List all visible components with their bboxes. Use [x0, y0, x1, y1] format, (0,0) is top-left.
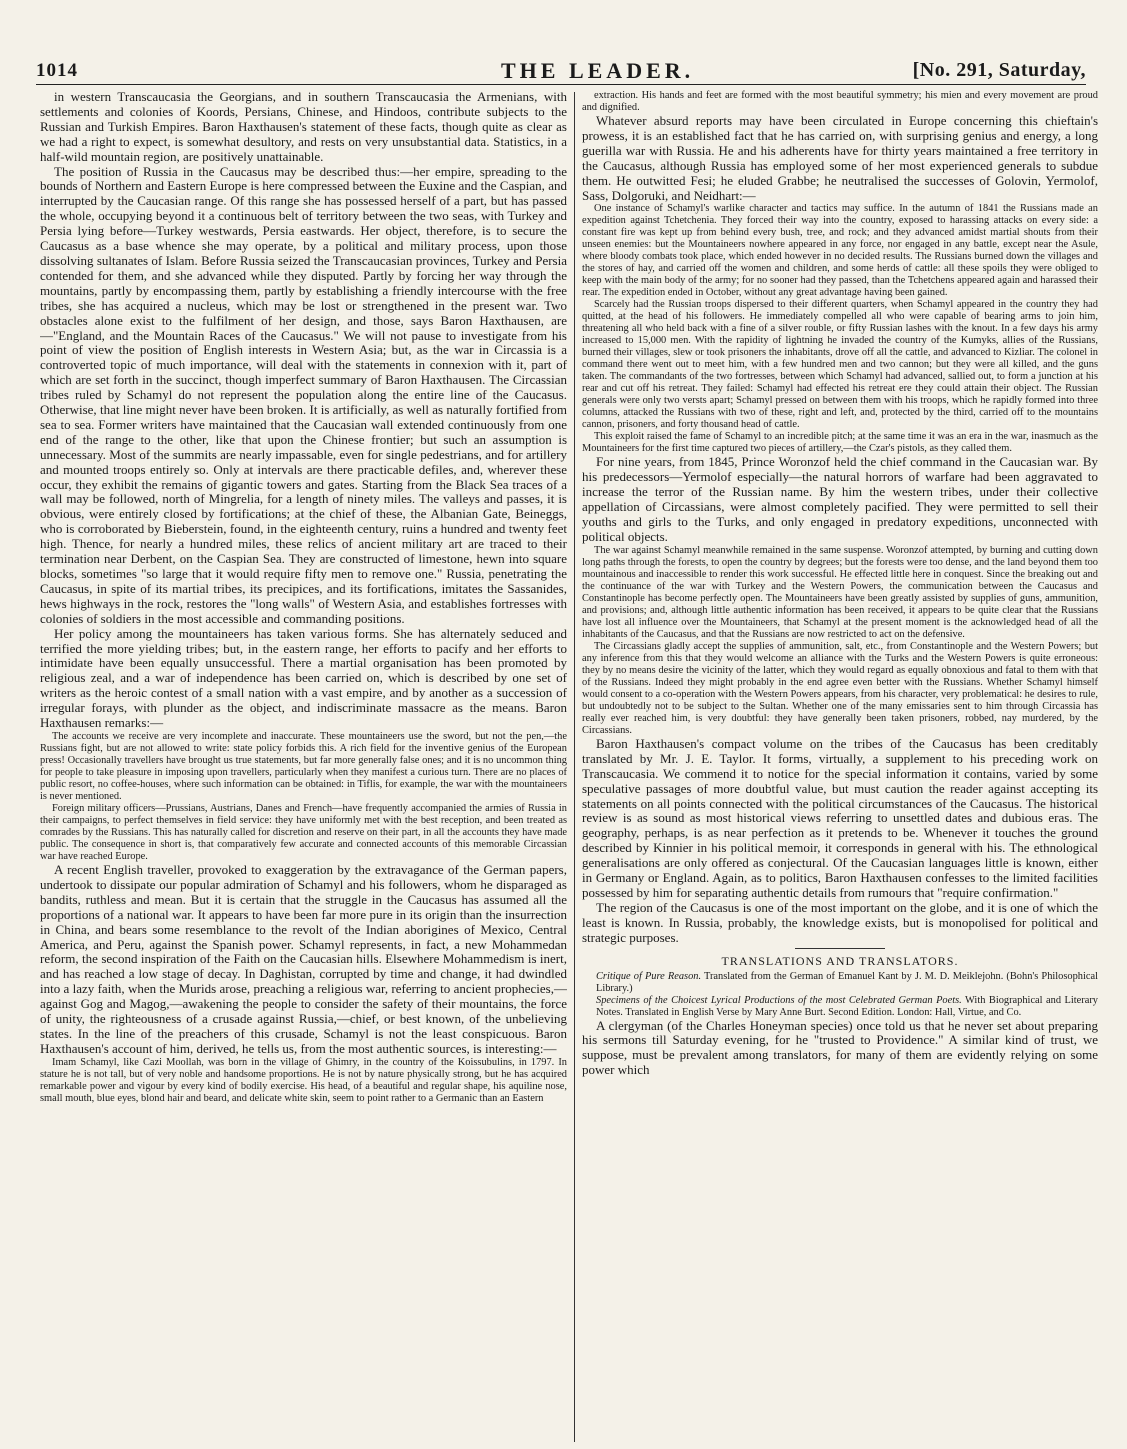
masthead [36, 58, 1086, 85]
newspaper-title: THE LEADER. [501, 58, 695, 83]
book-title: Critique of Pure Reason. [596, 970, 702, 982]
book-details: With Biographical and Literary Notes. Translated in English Verse by Mary Anne Burt. Second Edition. London: Hall, Virtue, and Co. [596, 994, 1098, 1018]
column-divider [574, 92, 575, 1442]
article-paragraph: For nine years, from 1845, Prince Woronzof held the chief command in the Caucasian war. By his predecessors—Yermolof especially—the natural horrors of warfare had been aggravated to increase the terror of the Russian name. By him the western tribes, under their collective appellation of Circassians, were almost completely pacified. They were permitted to sell their youths and girls to the Turks, and only engaged in predatory expeditions, unconnected with political objects. [582, 454, 1098, 544]
article-paragraph: Baron Haxthausen's compact volume on the tribes of the Caucasus has been creditably translated by Mr. J. E. Taylor. It forms, virtually, a supplement to his preceding work on Transcaucasia. We commend it to notice for the special information it contains, varied by some speculative passages of more doubtful value, but must caution the reader against accepting its statements on all points connected with the political circumstances of the Caucasus. The historical review is as sound as most historical views referring to unsettled dates and dubious eras. The geography, perhaps, is as near perfection as it pretends to be. Whenever it touches the ground described by Kinnier in his political memoir, it corresponds in general with his. The ethnological generalisations are only offered as conjectural. Of the Caucasian languages little is known, either in Germany or England. Again, as to politics, Baron Haxthausen confesses to the limited facilities possessed by him for separating authentic details from rumours that "require confirmation." [582, 735, 1098, 900]
section-heading: TRANSLATIONS AND TRANSLATORS. [721, 953, 959, 968]
article-paragraph: A recent English traveller, provoked to exaggeration by the extravagance of the German papers, undertook to dissipate our popular admiration of Schamyl and his followers, whom he disparaged as bandits, ruthless and mean. But it is certain that the struggle in the Caucasus has assumed all the proportions of a national war. It appears to have been far more pure in its origin than the insurrection in China, and bears some resemblance to the revolt of the Indian aborigines of Mexico, Central America, and Peru, against the Spanish power. Schamyl represents, in fact, a new Mohammedan reform, the second inspiration of the Faith on the Caucasian hills. Elsewhere Mohammedism is inert, and has reached a low stage of decay. In Daghistan, corrupted by time and change, it had dwindled into a lazy faith, when the Murids arose, preaching a religious war, referring to ancient prophecies,—against Gog and Magog,—awakening the people to consider the safety of their mountains, the force of unity, the righteousness of a crusade against Russia,—chief, or best known, of the unbelieving states. In the line of the preachers of this crusade, Schamyl is not the least conspicuous. Baron Haxthausen's account of him, derived, he tells us, from the most authentic sources, is interesting:— [40, 861, 567, 1056]
quotation-paragraph: Scarcely had the Russian troops dispersed to their different quarters, when Schamyl appeared in the country they had quitted, at the head of his followers. He immediately compelled all who were capable of bearing arms to join him, threatening all who held back with a fine of a silver rouble, or fifty Russian lashes with the knout. In a few days his army increased to 15,000 men. With the rapidity of lightning he invaded the country of the Kumyks, allies of the Russians, burned their villages, slew or took prisoners the inhabitants, drove off all the cattle, and advanced to Kizliar. The colonel in command there went out to meet him, with a few hundred men and two cannon; but they were all killed, and the guns taken. The commandants of the two fortresses, between which Schamyl had advanced, sallied out, to form a junction at his rear and cut off his retreat. They failed: Schamyl had effected his retreat ere they could attain their object. The Russian generals were only two versts apart; Schamyl pressed on between them with his troops, which he rapidly formed into three columns, attacked the Russians with two of these, right and left, and, protected by the third, carried off to the mountains cannon, prisoners, and forty thousand head of cattle. [582, 299, 1098, 431]
issue-number: [No. 291, Saturday, [912, 59, 1086, 81]
article-paragraph: A clergyman (of the Charles Honeyman species) once told us that he never set about preparing his sermons till Saturday evening, for he "trusted to Providence." A similar kind of trust, we suppose, must be prevalent among translators, for many of them are evidently relying on some power which [582, 1017, 1098, 1078]
article-paragraph: in western Transcaucasia the Georgians, and in southern Transcaucasia the Armenians, with settlements and colonies of Koords, Persians, Chinese, and Hindoos, contribute subjects to the Russian and Turkish Empires. Baron Haxthausen's statement of these facts, though quite as clear as we had a right to expect, is somewhat desultory, and rests on very unsubstantial data. Statistics, in a half-wild mountain region, are positively unattainable. [40, 90, 567, 164]
quotation-paragraph: Imam Schamyl, like Cazi Moollah, was born in the village of Ghimry, in the country of the Koissubulins, in 1797. In stature he is not tall, but of very noble and handsome proportions. He is not by nature physically strong, but he has acquired remarkable power and vigour by every kind of bodily exercise. His head, of a beautiful and regular shape, his aquiline nose, small mouth, blue eyes, blond hair and beard, and delicate white skin, seem to point rather to a Germanic than an Eastern [40, 1056, 567, 1104]
book-reference [582, 971, 1098, 995]
right-column [582, 90, 1098, 1443]
article-paragraph: Whatever absurd reports may have been circulated in Europe concerning this chieftain's prowess, it is an established fact that he has carried on, with surprising genius and energy, a long guerilla war with Russia. He and his adherents have for thirty years maintained a free territory in the Caucasus, although Russia has employed some of her most experienced generals to subdue them. He outwitted Fesi; he eluded Grabbe; he neutralised the successes of Golovin, Yermolof, Sass, Dolgoruki, and Neidhart:— [582, 113, 1098, 203]
book-title: Specimens of the Choicest Lyrical Productions of the most Celebrated German Poets. [596, 994, 962, 1006]
section-rule [795, 948, 885, 949]
quotation-paragraph: extraction. His hands and feet are formed with the most beautiful symmetry; his mien and every movement are proud and dignified. [582, 90, 1098, 113]
article-paragraph: Her policy among the mountaineers has taken various forms. She has alternately seduced and terrified the more yielding tribes; but, in the eastern range, her efforts to pacify and her efforts to intimidate have been equally unsuccessful. There a martial organisation has been promoted by religious zeal, and a war of independence has been carried on, which is described by one set of writers as the heroic contest of a small nation with a vast empire, and by another as a succession of irregular forays, with plunder as the object, and indiscriminate massacre as the means. Baron Haxthausen remarks:— [40, 625, 567, 731]
quotation-paragraph: The Circassians gladly accept the supplies of ammunition, salt, etc., from Constantinople and the Western Powers; but any inference from this that they would welcome an alliance with the Turks and the Western Powers is quite erroneous: they by no means desire the vicinity of the latter, which they would regard as equally obnoxious and fatal to them with that of the Russians. Indeed they might probably in the end agree even better with the Russians. Whether Schamyl himself would consent to a co-operation with the Western Powers appears, from his character, very problematical: he desires to rule, but undoubtedly not to be subject to the Sultan. Whether one of the many emissaries sent to him through Circassia has really ever reached him, is very doubtful: they have generally been taken prisoners, robbed, nay murdered, by the Circassians. [582, 640, 1098, 736]
left-column [40, 90, 567, 1443]
quotation-paragraph: One instance of Schamyl's warlike character and tactics may suffice. In the autumn of 1841 the Russians made an expedition against Tchetchenia. They forced their way into the country, exposed to harassing attacks on every side: a constant fire was kept up from behind every bush, tree, and rock; and they advanced amidst martial shouts from their unseen enemies: but the Mountaineers nowhere appeared in any force, nor engaged in any battle, except near the Asule, where bloody combats took place, which ended however in no decided results. The Russians burned down the villages and the stores of hay, and carried off the women and children, and some herds of cattle: all these spoils they were obliged to keep with the main body of the army; for no sooner had they passed, than the Tchetchens appeared again and harassed their rear. The expedition ended in October, without any great advantage having been gained. [582, 203, 1098, 299]
quotation-paragraph: The accounts we receive are very incomplete and inaccurate. These mountaineers use the sword, but not the pen,—the Russians fight, but are not allowed to write: state policy forbids this. A rich field for the inventive genius of the European press! Occasionally travellers have brought us true statements, but far more generally false ones; and it is no uncommon thing for people to take pleasure in imposing upon travellers, particularly when they manifest a curious turn. There are no places of public resort, no coffee-houses, where such information can be obtained: in Tiflis, for example, the war with the mountaineers is never mentioned. [40, 730, 567, 802]
page-number: 1014 [36, 60, 78, 81]
quotation-paragraph: Foreign military officers—Prussians, Austrians, Danes and French—have frequently accompanied the armies of Russia in their campaigns, to perfect themselves in field service: they have uniformly met with the best reception, and been treated as comrades by the Russians. This has naturally called for discretion and reserve on their part, in all the accounts they have made public. The consequence in short is, that comparatively few accurate and connected accounts of this memorable Circassian war have reached Europe. [40, 802, 567, 862]
book-details: Translated from the German of Emanuel Kant by J. M. D. Meiklejohn. (Bohn's Philosophical Library.) [596, 970, 1098, 994]
quotation-paragraph: The war against Schamyl meanwhile remained in the same suspense. Woronzof attempted, by burning and cutting down long paths through the forests, to open the country by degrees; but the forests were too dense, and the land beyond them too mountainous and inaccessible to render this work successful. He effected little here in conquest. Since the breaking out and the continuance of the war with Turkey and the Western Powers, the communication between the Caucasus and Constantinople has become perfectly open. The Mountaineers have been greatly assisted by supplies of guns, ammunition, and provisions; and, although little authentic information has been received, it appears to be quite clear that the Russians have lost all influence over the Mountaineers, that Schamyl at the present moment is the acknowledged head of all the inhabitants of the Caucasus, and that the Russians are now restricted to act on the defensive. [582, 544, 1098, 640]
book-reference [582, 995, 1098, 1019]
article-paragraph: The position of Russia in the Caucasus may be described thus:—her empire, spreading to the bounds of Northern and Eastern Europe is here compressed between the Euxine and the Caspian, and interrupted by the Caucasian range. Of this range she has possessed herself of a part, but has passed the whole, occupying beyond it a continuous belt of territory between the two seas, with Turkey and Persia lying before—Turkey westwards, Persia eastwards. Her object, therefore, is to secure the Caucasus as a base whence she may operate, by a political and military process, upon those dissolving sultanates of Islam. Before Russia seized the Transcaucasian provinces, Turkey and Persia contended for them, and she advanced while they disputed. Partly by forcing her way through the mountains, partly by encompassing them, partly by establishing a friendly intercourse with the free tribes, she has acquired a nucleus, which may be lost or strengthened in the present war. Two obstacles alone exist to the fulfilment of her design, and those, says Baron Haxthausen, are—"England, and the Mountain Races of the Caucasus." We will not pause to investigate from his point of view the position of English interests in Western Asia; but, as the war in Circassia is a controverted topic of much importance, will deal with the statements in connexion with it, part of which are set forth in the succinct, though imperfect summary of Baron Haxthausen. The Circassian tribes ruled by Schamyl do not represent the population along the entire line of the Caucasus. Otherwise, that line might never have been broken. It is artificially, as well as naturally fortified from sea to sea. Former writers have maintained that the Caucasian wall extended continuously from one end of the range to the other, like that upon the Chinese frontier; but such an assumption is unnecessary. Most of the summits are nearly impassable, even for single pedestrians, and for artillery and mounted troops entirely so. Only at intervals are there practicable defiles, and, wherever these occur, they exhibit the remains of gigantic towers and gates. Starting from the Black Sea traces of a wall may be followed, north of Mingrelia, for a length of ninety miles. The valleys and passes, it is obvious, were entirely closed by fortifications; at the chief of these, the Albanian Gate, Beineggs, who is corroborated by Bieberstein, found, in the eighteenth century, ruins a hundred and twenty feet high. Thence, for nearly a hundred miles, these relics of ancient military art are traced to their termination near Derbent, on the Caspian Sea. They are constructed of limestone, hewn into square blocks, sometimes "so large that it would require fifty men to remove one." Russia, penetrating the Caucasus, in spite of its martial tribes, its precipices, and its fortifications, imitates the Sassanides, hews highways in the rock, restores the "long walls" of Western Asia, and establishes fortresses with colonies of soldiers in the most accessible and commanding positions. [40, 163, 567, 626]
article-paragraph: The region of the Caucasus is one of the most important on the globe, and it is one of which the least is known. In Russia, probably, the knowledge exists, but is monopolised for political and strategic purposes. [582, 899, 1098, 945]
quotation-paragraph: This exploit raised the fame of Schamyl to an incredible pitch; at the same time it was an era in the war, inasmuch as the Mountaineers for the first time captured two pieces of artillery,—the Czar's pistols, as they called them. [582, 431, 1098, 455]
